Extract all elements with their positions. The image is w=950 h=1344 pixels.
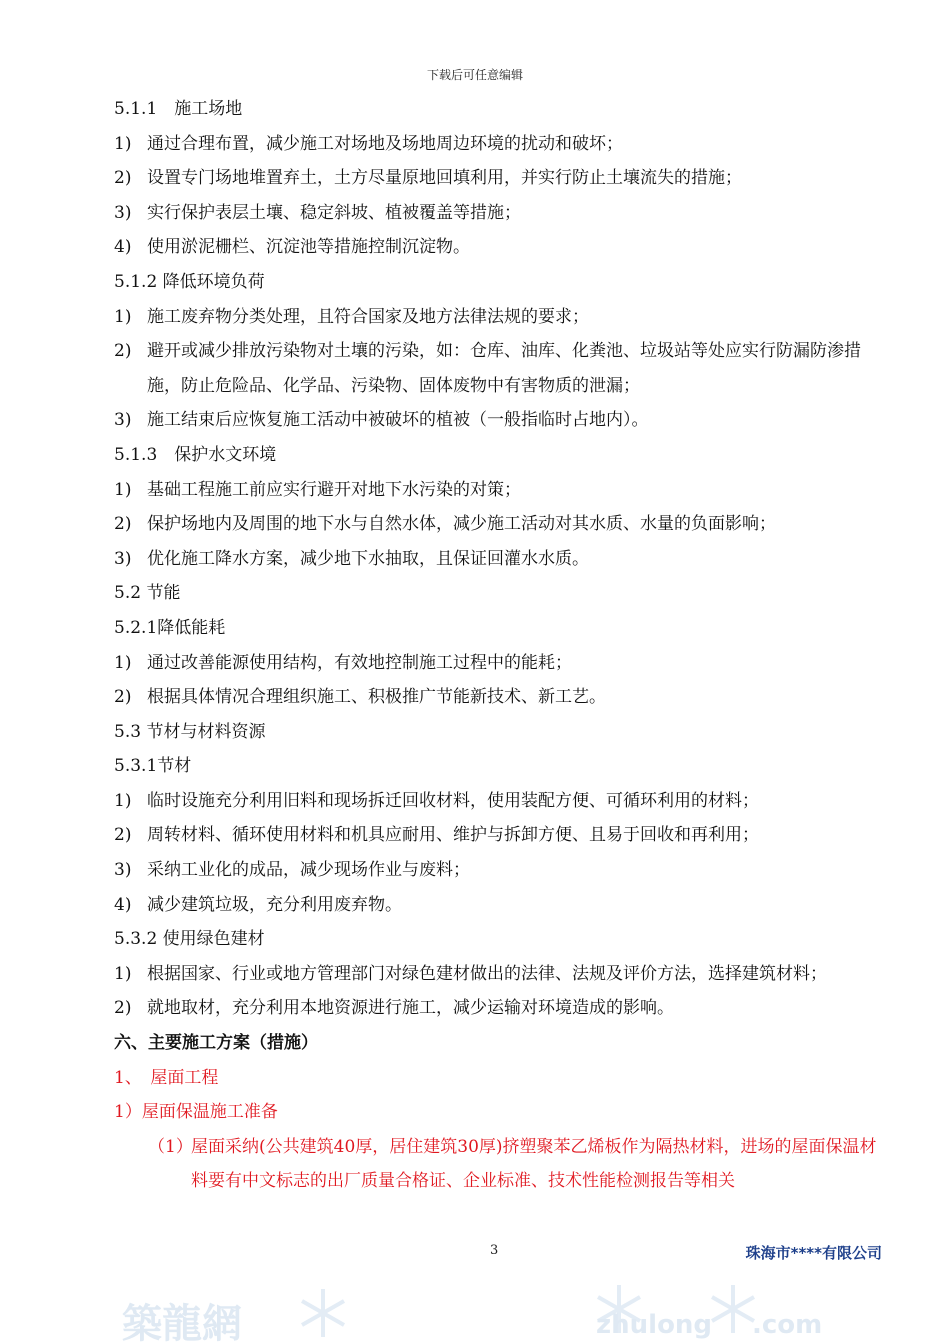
item-text: 实行保护表层土壤、稳定斜坡、植被覆盖等措施；: [147, 202, 521, 223]
section-title-5-3-2: 5.3.2 使用绿色建材: [114, 929, 265, 950]
list-item: [114, 542, 884, 577]
section-title-5-3-1: 5.3.1节材: [114, 756, 192, 777]
item-text: 根据具体情况合理组织施工、积极推广节能新技术、新工艺。: [147, 687, 606, 708]
snowflake-icon: [296, 1286, 350, 1340]
list-item: [114, 473, 884, 508]
item-number: 3): [114, 860, 132, 881]
item-text: 根据国家、行业或地方管理部门对绿色建材做出的法律、法规及评价方法，选择建筑材料；: [147, 963, 827, 984]
list-item: [114, 957, 884, 992]
item-number: 4): [114, 237, 132, 258]
list-item: [114, 300, 884, 335]
list-item: [114, 1130, 884, 1199]
section-title-5-1-1: 5.1.1 施工场地: [114, 99, 243, 119]
item-text: 优化施工降水方案，减少地下水抽取，且保证回灌水水质。: [147, 548, 589, 569]
item-text: 施工结束后应恢复施工活动中被破坏的植被（一般指临时占地内）。: [147, 410, 649, 431]
list-item: [114, 853, 884, 888]
item-number: 1): [114, 306, 132, 327]
item-text: 就地取材，充分利用本地资源进行施工，减少运输对环境造成的影响。: [147, 998, 674, 1019]
item-text: 周转材料、循环使用材料和机具应耐用、维护与拆卸方便、且易于回收和再利用；: [147, 825, 759, 846]
subsection-roof-works: 1、 屋面工程: [114, 1067, 219, 1088]
list-item: [114, 507, 884, 542]
item-number: 1): [114, 479, 132, 500]
list-item: [114, 230, 884, 265]
section-title-5-2-1: 5.2.1降低能耗: [114, 617, 226, 638]
item-text: 施工废弃物分类处理，且符合国家及地方法律法规的要求；: [147, 306, 589, 327]
list-item: [114, 127, 884, 162]
list-item: [114, 196, 884, 231]
watermark-text-left: 築龍網: [122, 1300, 242, 1344]
item-number: （1）: [148, 1136, 193, 1157]
section-title-5-2: 5.2 节能: [114, 583, 181, 604]
item-text: 通过合理布置，减少施工对场地及场地周边环境的扰动和破坏；: [147, 133, 623, 154]
list-item: [114, 334, 884, 403]
watermark: [0, 1282, 950, 1344]
item-number: 2): [114, 687, 132, 708]
page-header: 下载后可任意编辑: [426, 68, 523, 82]
section-title-5-1-3: 5.1.3 保护水文环境: [114, 444, 277, 465]
item-number: 2): [114, 341, 132, 362]
item-number: 4): [114, 894, 132, 915]
item-text: 使用淤泥栅栏、沉淀池等措施控制沉淀物。: [147, 237, 470, 258]
list-item: [114, 161, 884, 196]
section-title-5-3: 5.3 节材与材料资源: [114, 721, 266, 742]
document-body: [114, 92, 884, 1199]
item-number: 2): [114, 998, 132, 1019]
watermark-text-right: .com: [752, 1310, 823, 1340]
item-text: 基础工程施工前应实行避开对地下水污染的对策；: [147, 479, 521, 500]
section-title-5-1-2: 5.1.2 降低环境负荷: [114, 271, 265, 292]
page-number: 3: [490, 1243, 499, 1258]
item-number: 3): [114, 548, 132, 569]
item-number: 1): [114, 652, 132, 673]
list-item: [114, 646, 884, 681]
item-number: 2): [114, 168, 132, 189]
item-text: 保护场地内及周围的地下水与自然水体，减少施工活动对其水质、水量的负面影响；: [147, 514, 776, 535]
watermark-text-mid: zhulong: [596, 1310, 713, 1340]
list-item: [114, 784, 884, 819]
item-number: 1): [114, 133, 132, 154]
list-item: [114, 680, 884, 715]
company-name: 珠海市****有限公司: [745, 1244, 882, 1262]
item-number: 2): [114, 514, 132, 535]
item-number: 1): [114, 963, 132, 984]
list-item: [114, 403, 884, 438]
item-text: 通过改善能源使用结构，有效地控制施工过程中的能耗；: [147, 652, 572, 673]
list-item: [114, 818, 884, 853]
item-text: 设置专门场地堆置弃土，土方尽量原地回填利用，并实行防止土壤流失的措施；: [147, 168, 742, 189]
subsection-roof-insulation-prep: 1）屋面保温施工准备: [114, 1102, 278, 1123]
item-number: 3): [114, 410, 132, 431]
item-text: 临时设施充分利用旧料和现场拆迁回收材料，使用装配方便、可循环利用的材料；: [147, 790, 759, 811]
item-number: 1): [114, 790, 132, 811]
list-item: [114, 991, 884, 1026]
item-text: 采纳工业化的成品，减少现场作业与废料；: [147, 860, 470, 881]
item-text: 避开或减少排放污染物对土壤的污染，如：仓库、油库、化粪池、垃圾站等处应实行防漏防渗措施，防止危险品、化学品、污染物、固体废物中有害物质的泄漏；: [147, 341, 861, 396]
item-text: 减少建筑垃圾，充分利用废弃物。: [147, 894, 402, 915]
item-number: 2): [114, 825, 132, 846]
item-text: 屋面采纳(公共建筑40厚，居住建筑30厚)挤塑聚苯乙烯板作为隔热材料，进场的屋面保温材料要有中文标志的出厂质量合格证、企业标准、技术性能检测报告等相关: [191, 1136, 877, 1192]
chapter-title-6: 六、主要施工方案（措施）: [114, 1033, 318, 1054]
list-item: [114, 888, 884, 923]
item-number: 3): [114, 202, 132, 223]
